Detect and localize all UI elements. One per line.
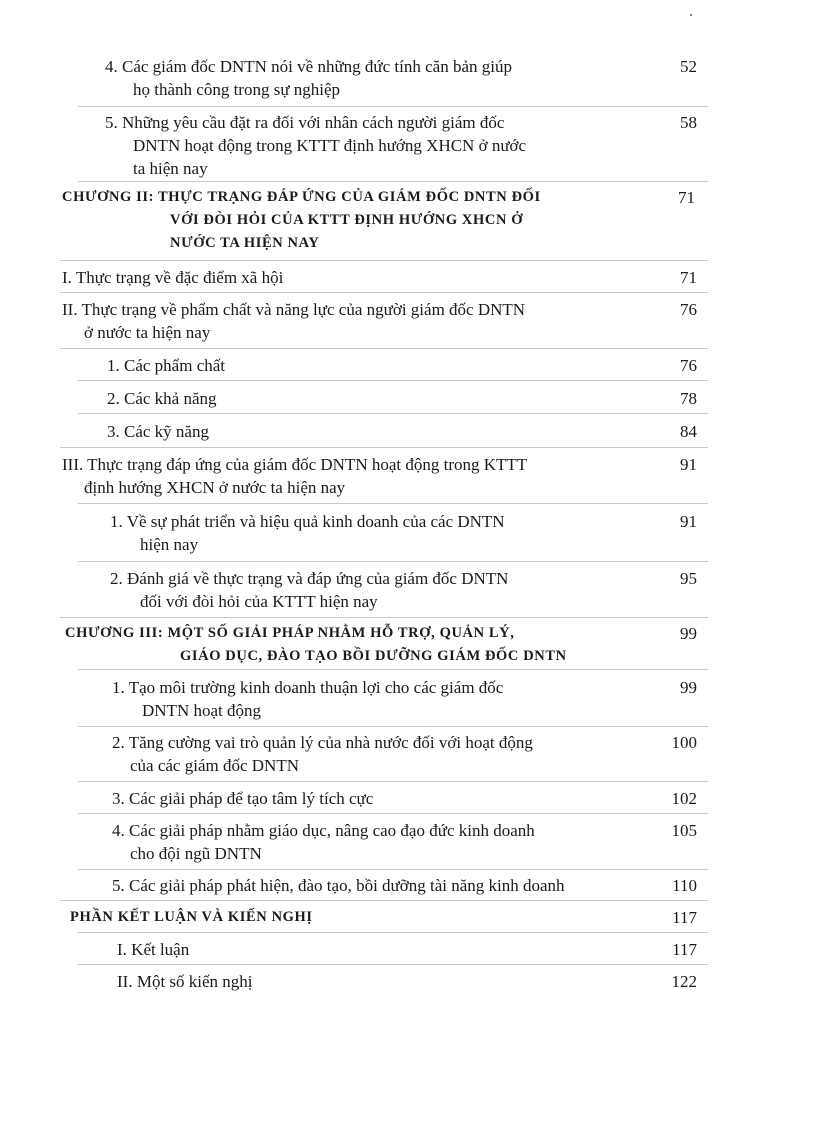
toc-entry-line: 1. Các phẩm chất (107, 356, 226, 375)
toc-entry-line: I. Thực trạng về đặc điểm xã hội (62, 268, 284, 287)
toc-page-number: 122 (671, 972, 697, 991)
toc-entry-line: II. Thực trạng về phẩm chất và năng lực của người giám đốc DNTN (62, 300, 526, 319)
toc-entry-line: 1. Về sự phát triển và hiệu quả kinh doanh của các DNTN (110, 512, 505, 531)
toc-divider (60, 617, 708, 618)
toc-entry-line: CHƯƠNG II: THỰC TRẠNG ĐÁP ỨNG CỦA GIÁM ĐỐC DNTN ĐỐI (62, 189, 541, 205)
toc-entry-line: 2. Các khả năng (107, 389, 217, 408)
toc-page-number: 84 (680, 422, 697, 441)
toc-divider (78, 781, 708, 782)
toc-divider (78, 503, 708, 504)
toc-page-number: 95 (680, 569, 697, 588)
toc-chapter-heading (65, 622, 710, 668)
toc-entry-line: NƯỚC TA HIỆN NAY (170, 235, 320, 251)
toc-entry-line: định hướng XHCN ở nước ta hiện nay (84, 478, 346, 497)
toc-entry (110, 510, 710, 558)
toc-entry (117, 970, 710, 994)
toc-entry (112, 819, 710, 867)
toc-entry-line: 3. Các giải pháp để tạo tâm lý tích cực (112, 789, 374, 808)
toc-entry-line: 5. Những yêu cầu đặt ra đối với nhân cách người giám đốc (105, 113, 505, 132)
toc-entry-line: I. Kết luận (117, 940, 190, 959)
toc-entry-line: 4. Các giám đốc DNTN nói về những đức tính căn bản giúp (105, 57, 512, 76)
toc-entry-line: hiện nay (140, 535, 199, 554)
toc-divider (78, 964, 708, 965)
toc-entry (112, 874, 710, 898)
toc-page-number: 117 (672, 908, 697, 927)
toc-entry-line: DNTN hoạt động trong KTTT định hướng XHCN ở nước (133, 136, 527, 155)
scan-speck (690, 14, 692, 16)
toc-entry-line: II. Một số kiến nghị (117, 972, 253, 991)
toc-entry-line: ở nước ta hiện nay (84, 323, 211, 342)
toc-entry-line: VỚI ĐÒI HỎI CỦA KTTT ĐỊNH HƯỚNG XHCN Ở (170, 212, 524, 228)
toc-entry-line: 5. Các giải pháp phát hiện, đào tạo, bồi dưỡng tài năng kinh doanh (112, 876, 565, 895)
toc-divider (78, 561, 708, 562)
toc-entry (62, 266, 710, 290)
toc-divider (60, 292, 708, 293)
toc-entry-line: 2. Đánh giá về thực trạng và đáp ứng của giám đốc DNTN (110, 569, 509, 588)
toc-divider (60, 447, 708, 448)
toc-page-number: 99 (680, 678, 697, 697)
toc-entry (112, 676, 710, 724)
toc-divider (78, 813, 708, 814)
toc-page-number: 91 (680, 512, 697, 531)
toc-entry-line: đối với đòi hỏi của KTTT hiện nay (140, 592, 378, 611)
toc-entry (117, 938, 710, 962)
toc-entry (110, 567, 710, 615)
toc-entry-line: họ thành công trong sự nghiệp (133, 80, 341, 99)
toc-entry (112, 787, 710, 811)
toc-page-number: 76 (680, 300, 697, 319)
toc-divider (78, 869, 708, 870)
toc-entry (112, 731, 710, 779)
toc-divider (78, 106, 708, 107)
toc-entry-line: ta hiện nay (133, 159, 208, 178)
toc-page-number: 78 (680, 389, 697, 408)
toc-entry-line: 3. Các kỹ năng (107, 422, 209, 441)
toc-page-number: 76 (680, 356, 697, 375)
toc-entry-line: 2. Tăng cường vai trò quản lý của nhà nước đối với hoạt động (112, 733, 533, 752)
toc-page-number: 71 (680, 268, 697, 287)
toc-entry (62, 453, 710, 501)
toc-page-number: 58 (680, 113, 697, 132)
toc-entry-line: 1. Tạo môi trường kinh doanh thuận lợi cho các giám đốc (112, 678, 504, 697)
toc-divider (78, 669, 708, 670)
toc-divider (78, 380, 708, 381)
toc-entry-line: của các giám đốc DNTN (130, 756, 299, 775)
toc-entry-line: GIÁO DỤC, ĐÀO TẠO BỒI DƯỠNG GIÁM ĐỐC DNTN (180, 648, 567, 664)
toc-entry-line: DNTN hoạt động (142, 701, 261, 720)
toc-page-number: 71 (678, 188, 695, 207)
toc-divider (78, 932, 708, 933)
toc-entry (107, 387, 710, 411)
toc-entry-line: CHƯƠNG III: MỘT SỐ GIẢI PHÁP NHẰM HỖ TRỢ, QUẢN LÝ, (65, 625, 515, 641)
toc-entry (107, 420, 710, 444)
toc-chapter-heading (62, 186, 710, 256)
toc-page-number: 52 (680, 57, 697, 76)
toc-entry (105, 55, 710, 103)
toc-entry (105, 111, 710, 181)
toc-page-number: 117 (672, 940, 697, 959)
toc-entry-line: III. Thực trạng đáp ứng của giám đốc DNTN hoạt động trong KTTT (62, 455, 528, 474)
toc-entry-line: cho đội ngũ DNTN (130, 844, 262, 863)
toc-entry (62, 298, 710, 346)
toc-divider (60, 260, 708, 261)
toc-entry (107, 354, 710, 378)
toc-page-number: 110 (672, 876, 697, 895)
toc-page-number: 105 (671, 821, 697, 840)
toc-page-number: 99 (680, 624, 697, 643)
toc-page-number: 100 (671, 733, 697, 752)
toc-page-number: 102 (671, 789, 697, 808)
toc-entry-line: 4. Các giải pháp nhằm giáo dục, nâng cao đạo đức kinh doanh (112, 821, 535, 840)
toc-divider (78, 181, 708, 182)
toc-entry-line: PHẦN KẾT LUẬN VÀ KIẾN NGHỊ (70, 909, 313, 925)
toc-chapter-heading (70, 906, 710, 930)
toc-divider (78, 726, 708, 727)
toc-divider (60, 348, 708, 349)
toc-page-number: 91 (680, 455, 697, 474)
toc-divider (60, 900, 708, 901)
toc-divider (78, 413, 708, 414)
